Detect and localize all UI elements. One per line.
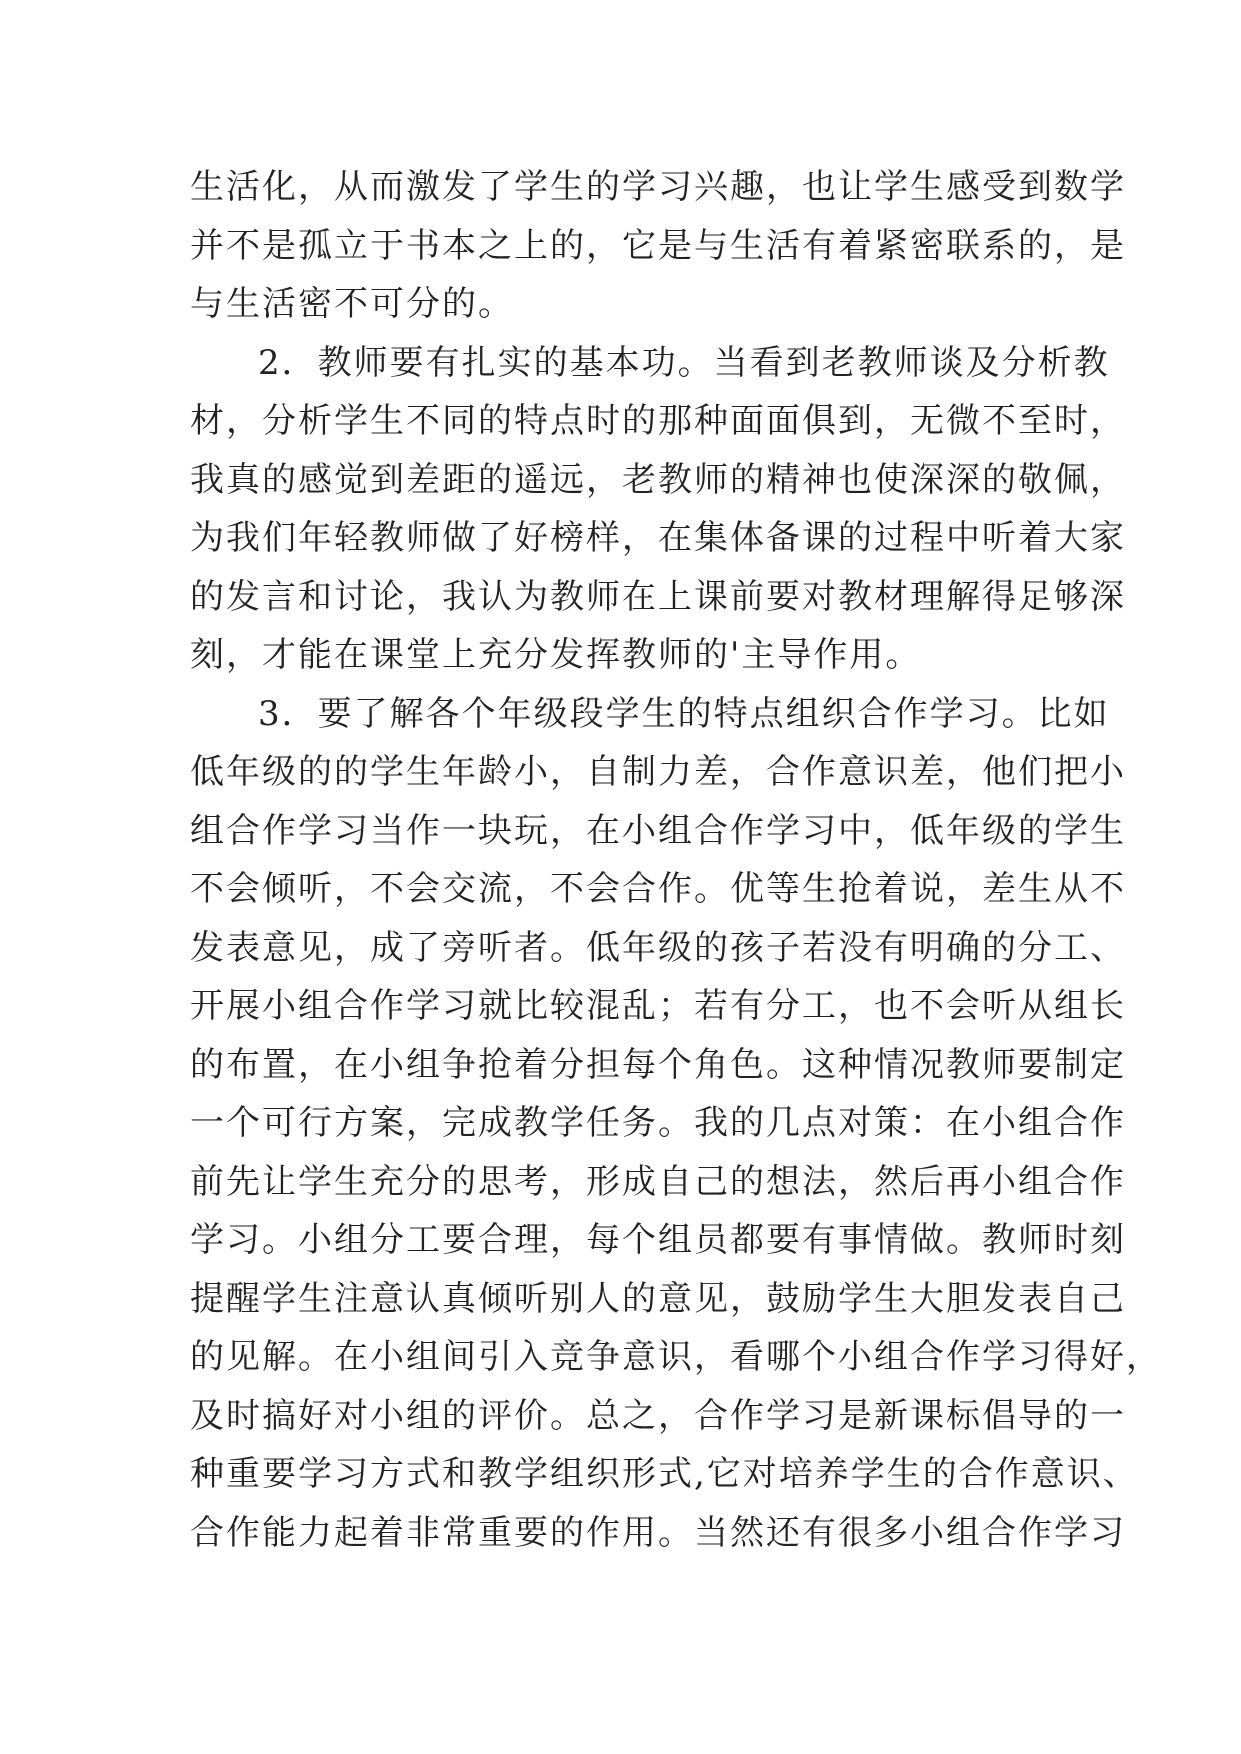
text-line: 材，分析学生不同的特点时的那种面面俱到，无微不至时， (190, 401, 1126, 441)
text-line: 并不是孤立于书本之上的，它是与生活有着紧密联系的，是 (190, 225, 1126, 266)
text-line: 学习。小组分工要合理，每个组员都要有事情做。教师时刻 (190, 1220, 1126, 1260)
text-line: 的发言和讨论，我认为教师在上课前要对教材理解得足够深 (190, 576, 1126, 617)
text-line: 的见解。在小组间引入竞争意识，看哪个小组合作学习得好， (190, 1337, 1162, 1377)
text-line: 不会倾听，不会交流，不会合作。优等生抢着说，差生从不 (190, 869, 1126, 909)
text-line: 刻，才能在课堂上充分发挥教师的'主导作用。 (190, 635, 922, 675)
text-line: 合作能力起着非常重要的作用。当然还有很多小组合作学习 (190, 1512, 1126, 1553)
text-line: 我真的感觉到差距的遥远，老教师的精神也使深深的敬佩， (190, 459, 1126, 500)
text-line: 生活化，从而激发了学生的学习兴趣，也让学生感受到数学 (190, 167, 1126, 207)
text-line: 一个可行方案，完成教学任务。我的几点对策：在小组合作 (190, 1103, 1126, 1143)
text-line: 3．要了解各个年级段学生的特点组织合作学习。比如 (258, 693, 1110, 734)
text-line: 开展小组合作学习就比较混乱；若有分工，也不会听从组长 (190, 986, 1126, 1026)
text-line: 2．教师要有扎实的基本功。当看到老教师谈及分析教 (258, 342, 1110, 383)
text-line: 低年级的的学生年龄小，自制力差，合作意识差，他们把小 (190, 752, 1126, 792)
text-line: 及时搞好对小组的评价。总之，合作学习是新课标倡导的一 (190, 1395, 1126, 1436)
text-line: 组合作学习当作一块玩，在小组合作学习中，低年级的学生 (190, 810, 1126, 851)
text-line: 发表意见，成了旁听者。低年级的孩子若没有明确的分工、 (190, 927, 1126, 968)
text-line: 为我们年轻教师做了好榜样，在集体备课的过程中听着大家 (190, 518, 1126, 558)
body-text (190, 158, 1162, 1562)
text-line: 提醒学生注意认真倾听别人的意见，鼓励学生大胆发表自己 (190, 1278, 1126, 1319)
text-line: 前先让学生充分的思考，形成自己的想法，然后再小组合作 (190, 1161, 1126, 1202)
text-line: 的布置，在小组争抢着分担每个角色。这种情况教师要制定 (190, 1044, 1126, 1085)
text-line: 与生活密不可分的。 (190, 284, 514, 324)
text-line: 种重要学习方式和教学组织形式,它对培养学生的合作意识、 (190, 1454, 1139, 1494)
